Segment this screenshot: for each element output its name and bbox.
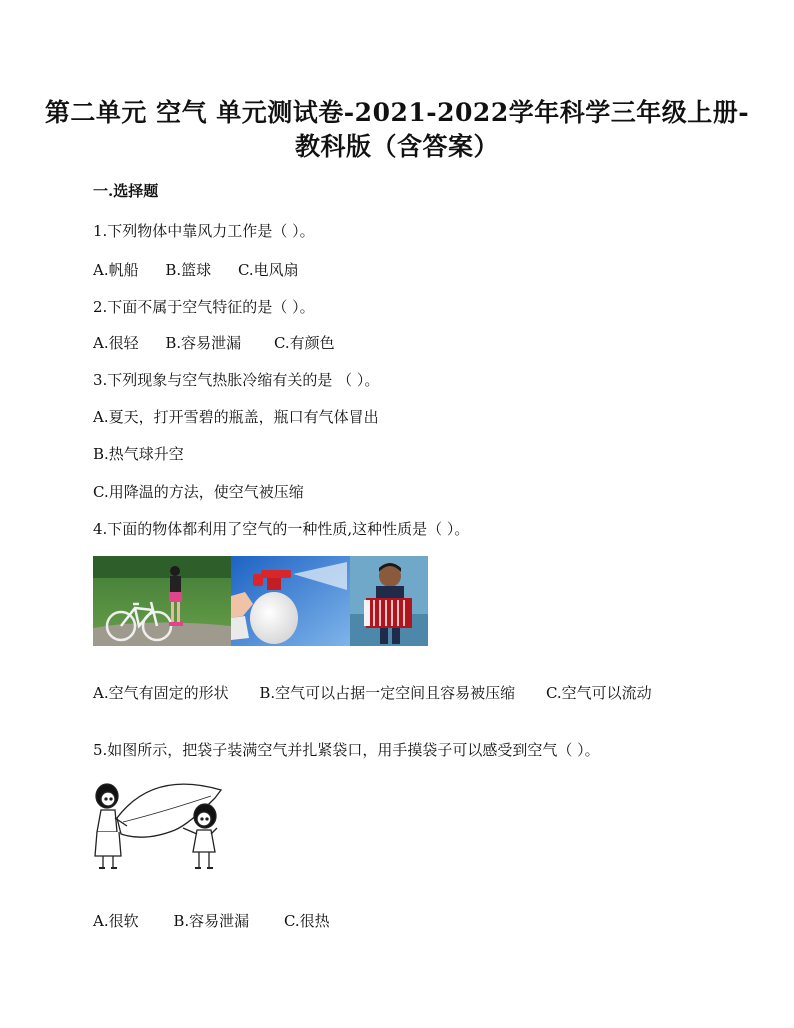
question-2-stem: 2.下面不属于空气特征的是（ ）。 bbox=[93, 298, 315, 316]
question-1-stem: 1.下列物体中靠风力工作是（ ）。 bbox=[93, 222, 315, 240]
question-5-options bbox=[93, 910, 352, 931]
question-3-stem: 3.下列现象与空气热胀冷缩有关的是 （ ）。 bbox=[93, 371, 380, 389]
q5-option-b: B.容易泄漏 bbox=[173, 912, 250, 930]
q3-option-a: A.夏天，打开雪碧的瓶盖，瓶口有气体冒出 bbox=[93, 408, 379, 426]
q1-option-a: A.帆船 bbox=[93, 261, 139, 279]
question-2-options bbox=[93, 332, 357, 353]
q2-option-c: C.有颜色 bbox=[273, 334, 335, 352]
bicycle-photo bbox=[93, 556, 231, 646]
question-5-stem: 5.如图所示，把袋子装满空气并扎紧袋口，用手摸袋子可以感受到空气（ ）。 bbox=[93, 741, 600, 759]
spray-bottle-photo bbox=[231, 556, 350, 646]
q1-option-b: B.篮球 bbox=[165, 261, 212, 279]
children-holding-bag-drawing bbox=[93, 778, 243, 873]
question-1-options bbox=[93, 259, 321, 280]
q5-option-a: A.很软 bbox=[93, 912, 139, 930]
section-heading: 一.选择题 bbox=[93, 182, 159, 200]
question-4-stem: 4.下面的物体都利用了空气的一种性质,这种性质是（ ）。 bbox=[93, 520, 470, 538]
q3-option-b: B.热气球升空 bbox=[93, 445, 184, 463]
q4-option-b: B.空气可以占据一定空间且容易被压缩 bbox=[259, 684, 516, 702]
title-line-1: 第二单元 空气 单元测试卷-2021-2022学年科学三年级上册- bbox=[44, 98, 750, 127]
q2-option-b: B.容易泄漏 bbox=[165, 334, 242, 352]
accordion-photo bbox=[350, 556, 428, 646]
q5-option-c: C.很热 bbox=[283, 912, 330, 930]
question-4-options bbox=[93, 682, 674, 703]
q4-option-c: C.空气可以流动 bbox=[545, 684, 652, 702]
question-4-photo-strip bbox=[93, 556, 428, 646]
q1-option-c: C.电风扇 bbox=[237, 261, 299, 279]
q2-option-a: A.很轻 bbox=[93, 334, 139, 352]
title-line-2: 教科版（含答案） bbox=[294, 132, 499, 161]
q3-option-c: C.用降温的方法，使空气被压缩 bbox=[93, 483, 304, 501]
q4-option-a: A.空气有固定的形状 bbox=[93, 684, 229, 702]
